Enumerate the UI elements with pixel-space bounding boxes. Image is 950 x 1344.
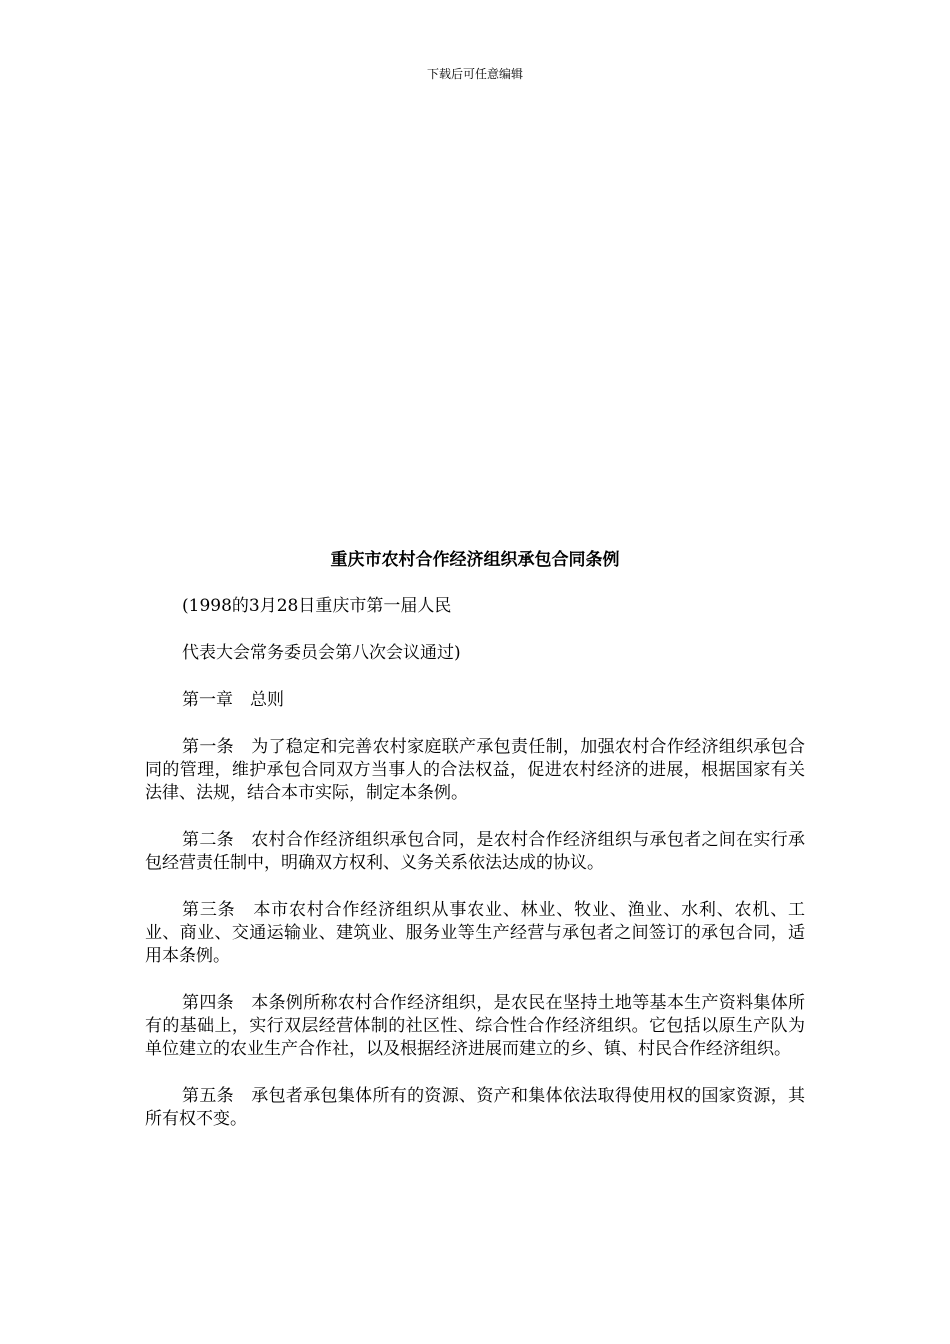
header-note: 下载后可任意编辑 [426,67,523,81]
article-text: 本条例所称农村合作经济组织，是农民在坚持土地等基本生产资料集体所有的基础上，实行双层经营体制的社区性、综合性合作经济组织。它包括以原生产队为单位建立的农业生产合作社，以及根据经济进展而建立的乡、镇、村民合作经济组织。 [145,993,806,1059]
preamble-line-2: 代表大会常务委员会第八次会议通过) [182,643,461,663]
article-5 [145,1085,805,1131]
article-label: 第一条 [182,737,234,757]
article-1 [145,736,805,805]
article-label: 第四条 [182,993,234,1013]
article-label: 第三条 [182,900,236,920]
article-4 [145,992,805,1061]
article-text: 为了稳定和完善农村家庭联产承包责任制，加强农村合作经济组织承包合同的管理，维护承包合同双方当事人的合法权益，促进农村经济的进展，根据国家有关法律、法规，结合本市实际，制定本条例。 [145,737,806,803]
article-3 [145,899,805,968]
document-body [145,595,805,1155]
chapter-heading: 第一章 总则 [182,690,284,710]
article-2 [145,829,805,875]
article-label: 第五条 [182,1086,234,1106]
document-title: 重庆市农村合作经济组织承包合同条例 [330,550,620,570]
article-text: 承包者承包集体所有的资源、资产和集体依法取得使用权的国家资源，其所有权不变。 [145,1086,806,1129]
article-text: 农村合作经济组织承包合同，是农村合作经济组织与承包者之间在实行承包经营责任制中，明确双方权利、义务关系依法达成的协议。 [145,830,806,873]
preamble-line-1: (1998的3月28日重庆市第一届人民 [182,596,452,616]
article-text: 本市农村合作经济组织从事农业、林业、牧业、渔业、水利、农机、工业、商业、交通运输业、建筑业、服务业等生产经营与承包者之间签订的承包合同，适用本条例。 [145,900,806,966]
article-label: 第二条 [182,830,234,850]
